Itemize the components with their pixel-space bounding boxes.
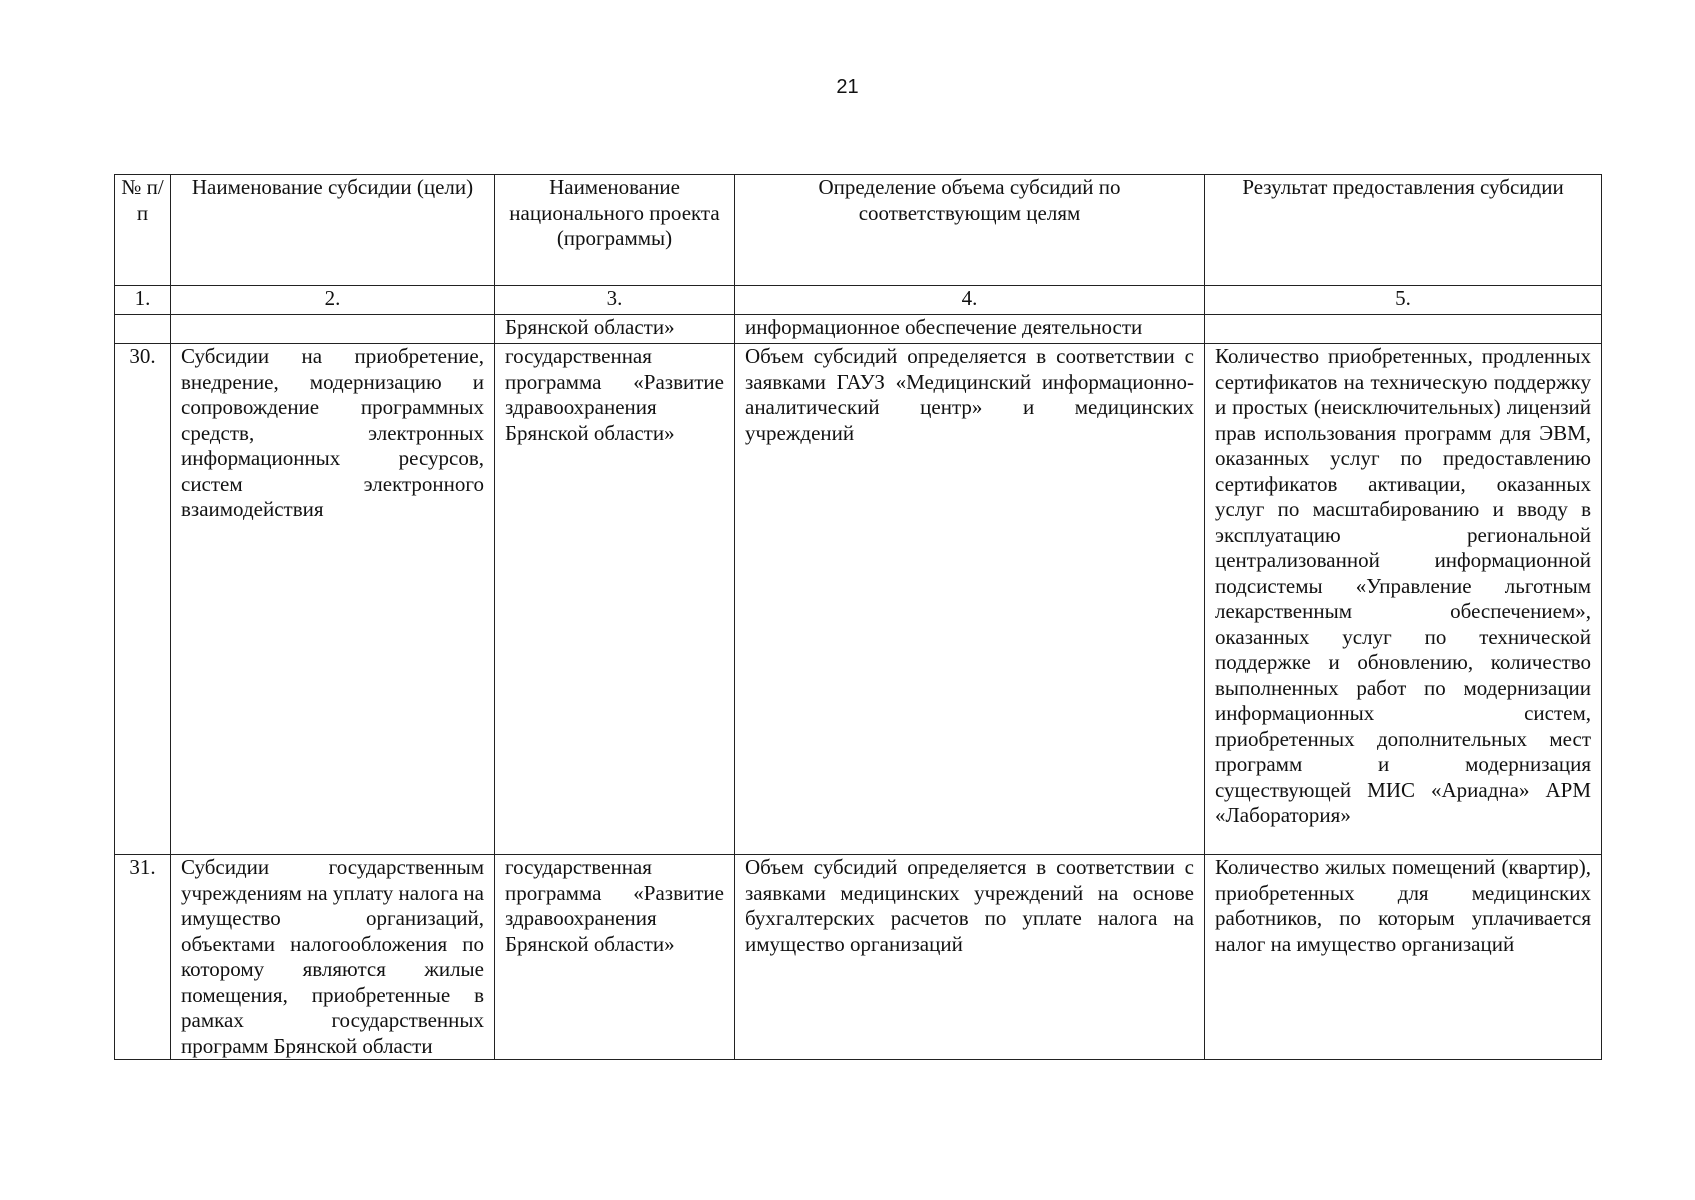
- cell-number: 31.: [115, 855, 171, 1060]
- cell-volume: информационное обеспечение деятельности: [735, 315, 1205, 344]
- cell-subsidy-name: Субсидии на приобретение, внедрение, модернизацию и сопровождение программных средств, электронных информационных ресурсов, систем электронного взаимодействия: [171, 344, 495, 855]
- cell-project: государственная программа «Развитие здравоохранения Брянской области»: [495, 855, 735, 1060]
- table-row: [115, 855, 1602, 1060]
- cell-subsidy-name: Субсидии государственным учреждениям на уплату налога на имущество организаций, объектами налогообложения по которому являются жилые помещения, приобретенные в рамках государственных программ Брянской области: [171, 855, 495, 1060]
- cell-result: Количество жилых помещений (квартир), приобретенных для медицинских работников, по которым уплачивается налог на имущество организаций: [1205, 855, 1602, 1060]
- column-number: 3.: [495, 286, 735, 315]
- cell-subsidy-name: [171, 315, 495, 344]
- column-number: 1.: [115, 286, 171, 315]
- cell-volume: Объем субсидий определяется в соответствии с заявками медицинских учреждений на основе бухгалтерских расчетов по уплате налога на имущество организаций: [735, 855, 1205, 1060]
- column-number-row: [115, 286, 1602, 315]
- cell-number: [115, 315, 171, 344]
- column-number: 2.: [171, 286, 495, 315]
- header-result: Результат предоставления субсидии: [1205, 175, 1602, 286]
- cell-project: государственная программа «Развитие здравоохранения Брянской области»: [495, 344, 735, 855]
- header-volume-definition: Определение объема субсидий по соответствующим целям: [735, 175, 1205, 286]
- header-number: № п/п: [115, 175, 171, 286]
- column-number: 4.: [735, 286, 1205, 315]
- cell-result: Количество приобретенных, продленных сертификатов на техническую поддержку и простых (неисключительных) лицензий прав использования программ для ЭВМ, оказанных услуг по предоставлению сертификатов активации, оказанных услуг по масштабированию и вводу в эксплуатацию региональной централизованной информационной подсистемы «Управление льготным лекарственным обеспечением», оказанных услуг по технической поддержке и обновлению, количество выполненных работ по модернизации информационных систем, приобретенных дополнительных мест программ и модернизация существующей МИС «Ариадна» АРМ «Лаборатория»: [1205, 344, 1602, 855]
- header-subsidy-name: Наименование субсидии (цели): [171, 175, 495, 286]
- header-project-name: Наименование национального проекта (программы): [495, 175, 735, 286]
- subsidy-table: [114, 174, 1602, 1060]
- cell-result: [1205, 315, 1602, 344]
- cell-project: Брянской области»: [495, 315, 735, 344]
- table-row-continuation: [115, 315, 1602, 344]
- column-number: 5.: [1205, 286, 1602, 315]
- cell-volume: Объем субсидий определяется в соответствии с заявками ГАУЗ «Медицинский информационно-аналитический центр» и медицинских учреждений: [735, 344, 1205, 855]
- table-header-row: [115, 175, 1602, 286]
- page-number: 21: [836, 76, 859, 98]
- cell-number: 30.: [115, 344, 171, 855]
- table-row: [115, 344, 1602, 855]
